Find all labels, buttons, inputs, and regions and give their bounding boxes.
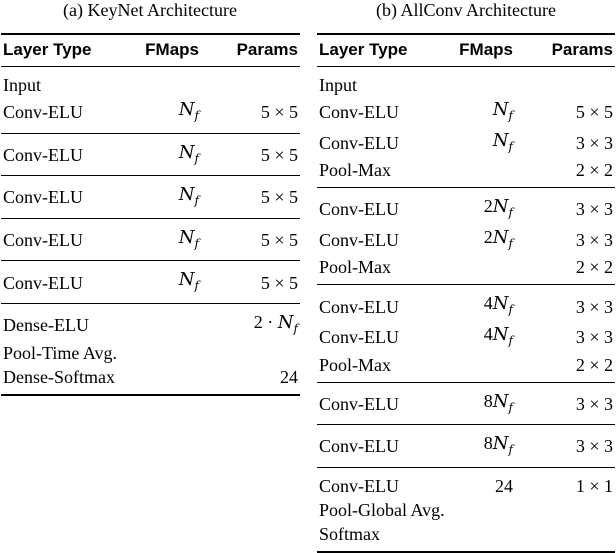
- params-cell: [201, 341, 300, 365]
- params-cell: 3 × 3: [575, 230, 613, 251]
- fmaps-cell: [447, 522, 515, 552]
- fmaps-cell: $N_f$: [121, 176, 201, 219]
- fmaps-cell: [447, 353, 515, 383]
- table-row: [317, 158, 615, 188]
- layer-type-cell: Pool-Global Avg.: [319, 499, 445, 520]
- fmaps-cell: [447, 255, 515, 285]
- layer-group: [317, 425, 615, 468]
- fmaps-cell: [121, 67, 201, 98]
- layer-type-cell: Pool-Max: [319, 160, 391, 181]
- fmaps-cell: $2N_f$: [483, 226, 513, 251]
- params-cell: 5 × 5: [260, 102, 298, 123]
- fmaps-cell: 24: [447, 467, 515, 498]
- layer-type-cell: Conv-ELU: [317, 188, 447, 225]
- table-row: [317, 285, 615, 322]
- fmaps-cell: $N_f$: [121, 261, 201, 304]
- allconv-table: [317, 33, 615, 553]
- fmaps-cell: $8N_f$: [447, 425, 515, 468]
- table-row: [317, 522, 615, 552]
- caption-allconv: (b) AllConv Architecture: [376, 0, 556, 20]
- table-row: [317, 425, 615, 468]
- header-row: [1, 34, 300, 67]
- params-cell: 5 × 5: [575, 102, 613, 123]
- layer-group: [317, 188, 615, 285]
- layer-type-cell: Conv-ELU: [317, 467, 447, 498]
- layer-type-cell: Conv-ELU: [319, 230, 399, 251]
- layer-type-cell: Conv-ELU: [317, 382, 447, 425]
- params-cell: [515, 67, 615, 98]
- layer-type-cell: Conv-ELU: [1, 133, 121, 176]
- layer-group: [1, 303, 300, 394]
- layer-type-cell: Conv-ELU: [319, 327, 399, 348]
- params-cell: [201, 67, 300, 98]
- layer-group: [1, 133, 300, 176]
- fmaps-cell: $N_f$: [492, 129, 513, 154]
- layer-type-cell: Conv-ELU: [1, 261, 121, 304]
- keynet-table: [1, 33, 300, 396]
- params-cell: 2 × 2: [575, 257, 613, 278]
- layer-type-cell: Conv-ELU: [3, 102, 83, 123]
- fmaps-cell: [121, 365, 201, 395]
- layer-type-cell: Pool-Max: [319, 354, 391, 375]
- layer-type-cell: Input: [319, 75, 357, 95]
- params-cell: 5 × 5: [201, 218, 300, 261]
- fmaps-cell: $4N_f$: [483, 323, 513, 348]
- fmaps-cell: [447, 498, 515, 522]
- params-cell: 24: [280, 366, 298, 387]
- fmaps-cell: [447, 67, 515, 98]
- table-row: [1, 67, 300, 98]
- params-cell: 3 × 3: [515, 382, 615, 425]
- fmaps-cell: $8N_f$: [447, 382, 515, 425]
- fmaps-cell: [121, 341, 201, 365]
- header-fmaps: FMaps: [121, 34, 201, 67]
- table-row: [317, 382, 615, 425]
- fmaps-cell: $N_f$: [178, 99, 199, 123]
- fmaps-cell: $N_f$: [121, 133, 201, 176]
- layer-group: [1, 67, 300, 134]
- table-row: [1, 365, 300, 395]
- table-row: [317, 67, 615, 98]
- header-params: Params: [515, 34, 615, 67]
- params-cell: 5 × 5: [201, 133, 300, 176]
- layer-group: [317, 382, 615, 425]
- table-row: [1, 341, 300, 365]
- fmaps-cell: $N_f$: [492, 99, 513, 123]
- layer-group: [317, 67, 615, 188]
- fmaps-cell: $2N_f$: [447, 188, 515, 225]
- layer-type-cell: Dense-ELU: [1, 303, 121, 340]
- params-cell: [515, 498, 615, 522]
- layer-type-cell: Conv-ELU: [319, 132, 399, 153]
- params-cell: 5 × 5: [201, 176, 300, 219]
- table-row: [317, 225, 615, 256]
- table-row: [1, 303, 300, 340]
- table-row: [1, 97, 300, 133]
- fmaps-cell: [447, 158, 515, 188]
- layer-group: [317, 285, 615, 382]
- caption-keynet: (a) KeyNet Architecture: [63, 0, 237, 20]
- layer-group: [317, 467, 615, 552]
- table-row: [317, 97, 615, 128]
- params-cell: 3 × 3: [515, 188, 615, 225]
- layer-type-cell: Softmax: [319, 523, 380, 544]
- layer-type-cell: Conv-ELU: [317, 285, 447, 322]
- layer-type-cell: Conv-ELU: [1, 176, 121, 219]
- table-row: [1, 218, 300, 261]
- params-cell: 2 × 2: [575, 354, 613, 375]
- layer-group: [1, 176, 300, 219]
- params-cell: 5 × 5: [201, 261, 300, 304]
- layer-type-cell: Input: [3, 75, 41, 95]
- header-params: Params: [201, 34, 300, 67]
- header-layer-type: Layer Type: [317, 34, 447, 67]
- layer-type-cell: Conv-ELU: [1, 218, 121, 261]
- layer-type-cell: Pool-Time Avg.: [3, 342, 118, 363]
- params-cell: 2 × 2: [575, 160, 613, 181]
- params-cell: 3 × 3: [515, 425, 615, 468]
- table-row: [317, 128, 615, 159]
- layer-type-cell: Conv-ELU: [319, 102, 399, 123]
- table-row: [317, 255, 615, 285]
- table-row: [317, 498, 615, 522]
- layer-type-cell: Dense-Softmax: [3, 366, 115, 387]
- params-cell: 3 × 3: [575, 132, 613, 153]
- layer-type-cell: Conv-ELU: [317, 425, 447, 468]
- table-row: [1, 176, 300, 219]
- layer-group: [1, 261, 300, 304]
- fmaps-cell: $4N_f$: [447, 285, 515, 322]
- table-row: [317, 353, 615, 383]
- layer-group: [1, 218, 300, 261]
- params-cell: 1 × 1: [515, 467, 615, 498]
- table-row: [317, 188, 615, 225]
- header-layer-type: Layer Type: [1, 34, 121, 67]
- fmaps-cell: [121, 303, 201, 340]
- table-row: [317, 467, 615, 498]
- params-cell: $2 \cdot N_f$: [201, 303, 300, 340]
- params-cell: 3 × 3: [575, 327, 613, 348]
- fmaps-cell: $N_f$: [121, 218, 201, 261]
- table-row: [1, 261, 300, 304]
- header-row: [317, 34, 615, 67]
- layer-type-cell: Pool-Max: [319, 257, 391, 278]
- header-fmaps: FMaps: [447, 34, 515, 67]
- params-cell: [515, 522, 615, 552]
- table-row: [1, 133, 300, 176]
- params-cell: 3 × 3: [515, 285, 615, 322]
- table-row: [317, 322, 615, 353]
